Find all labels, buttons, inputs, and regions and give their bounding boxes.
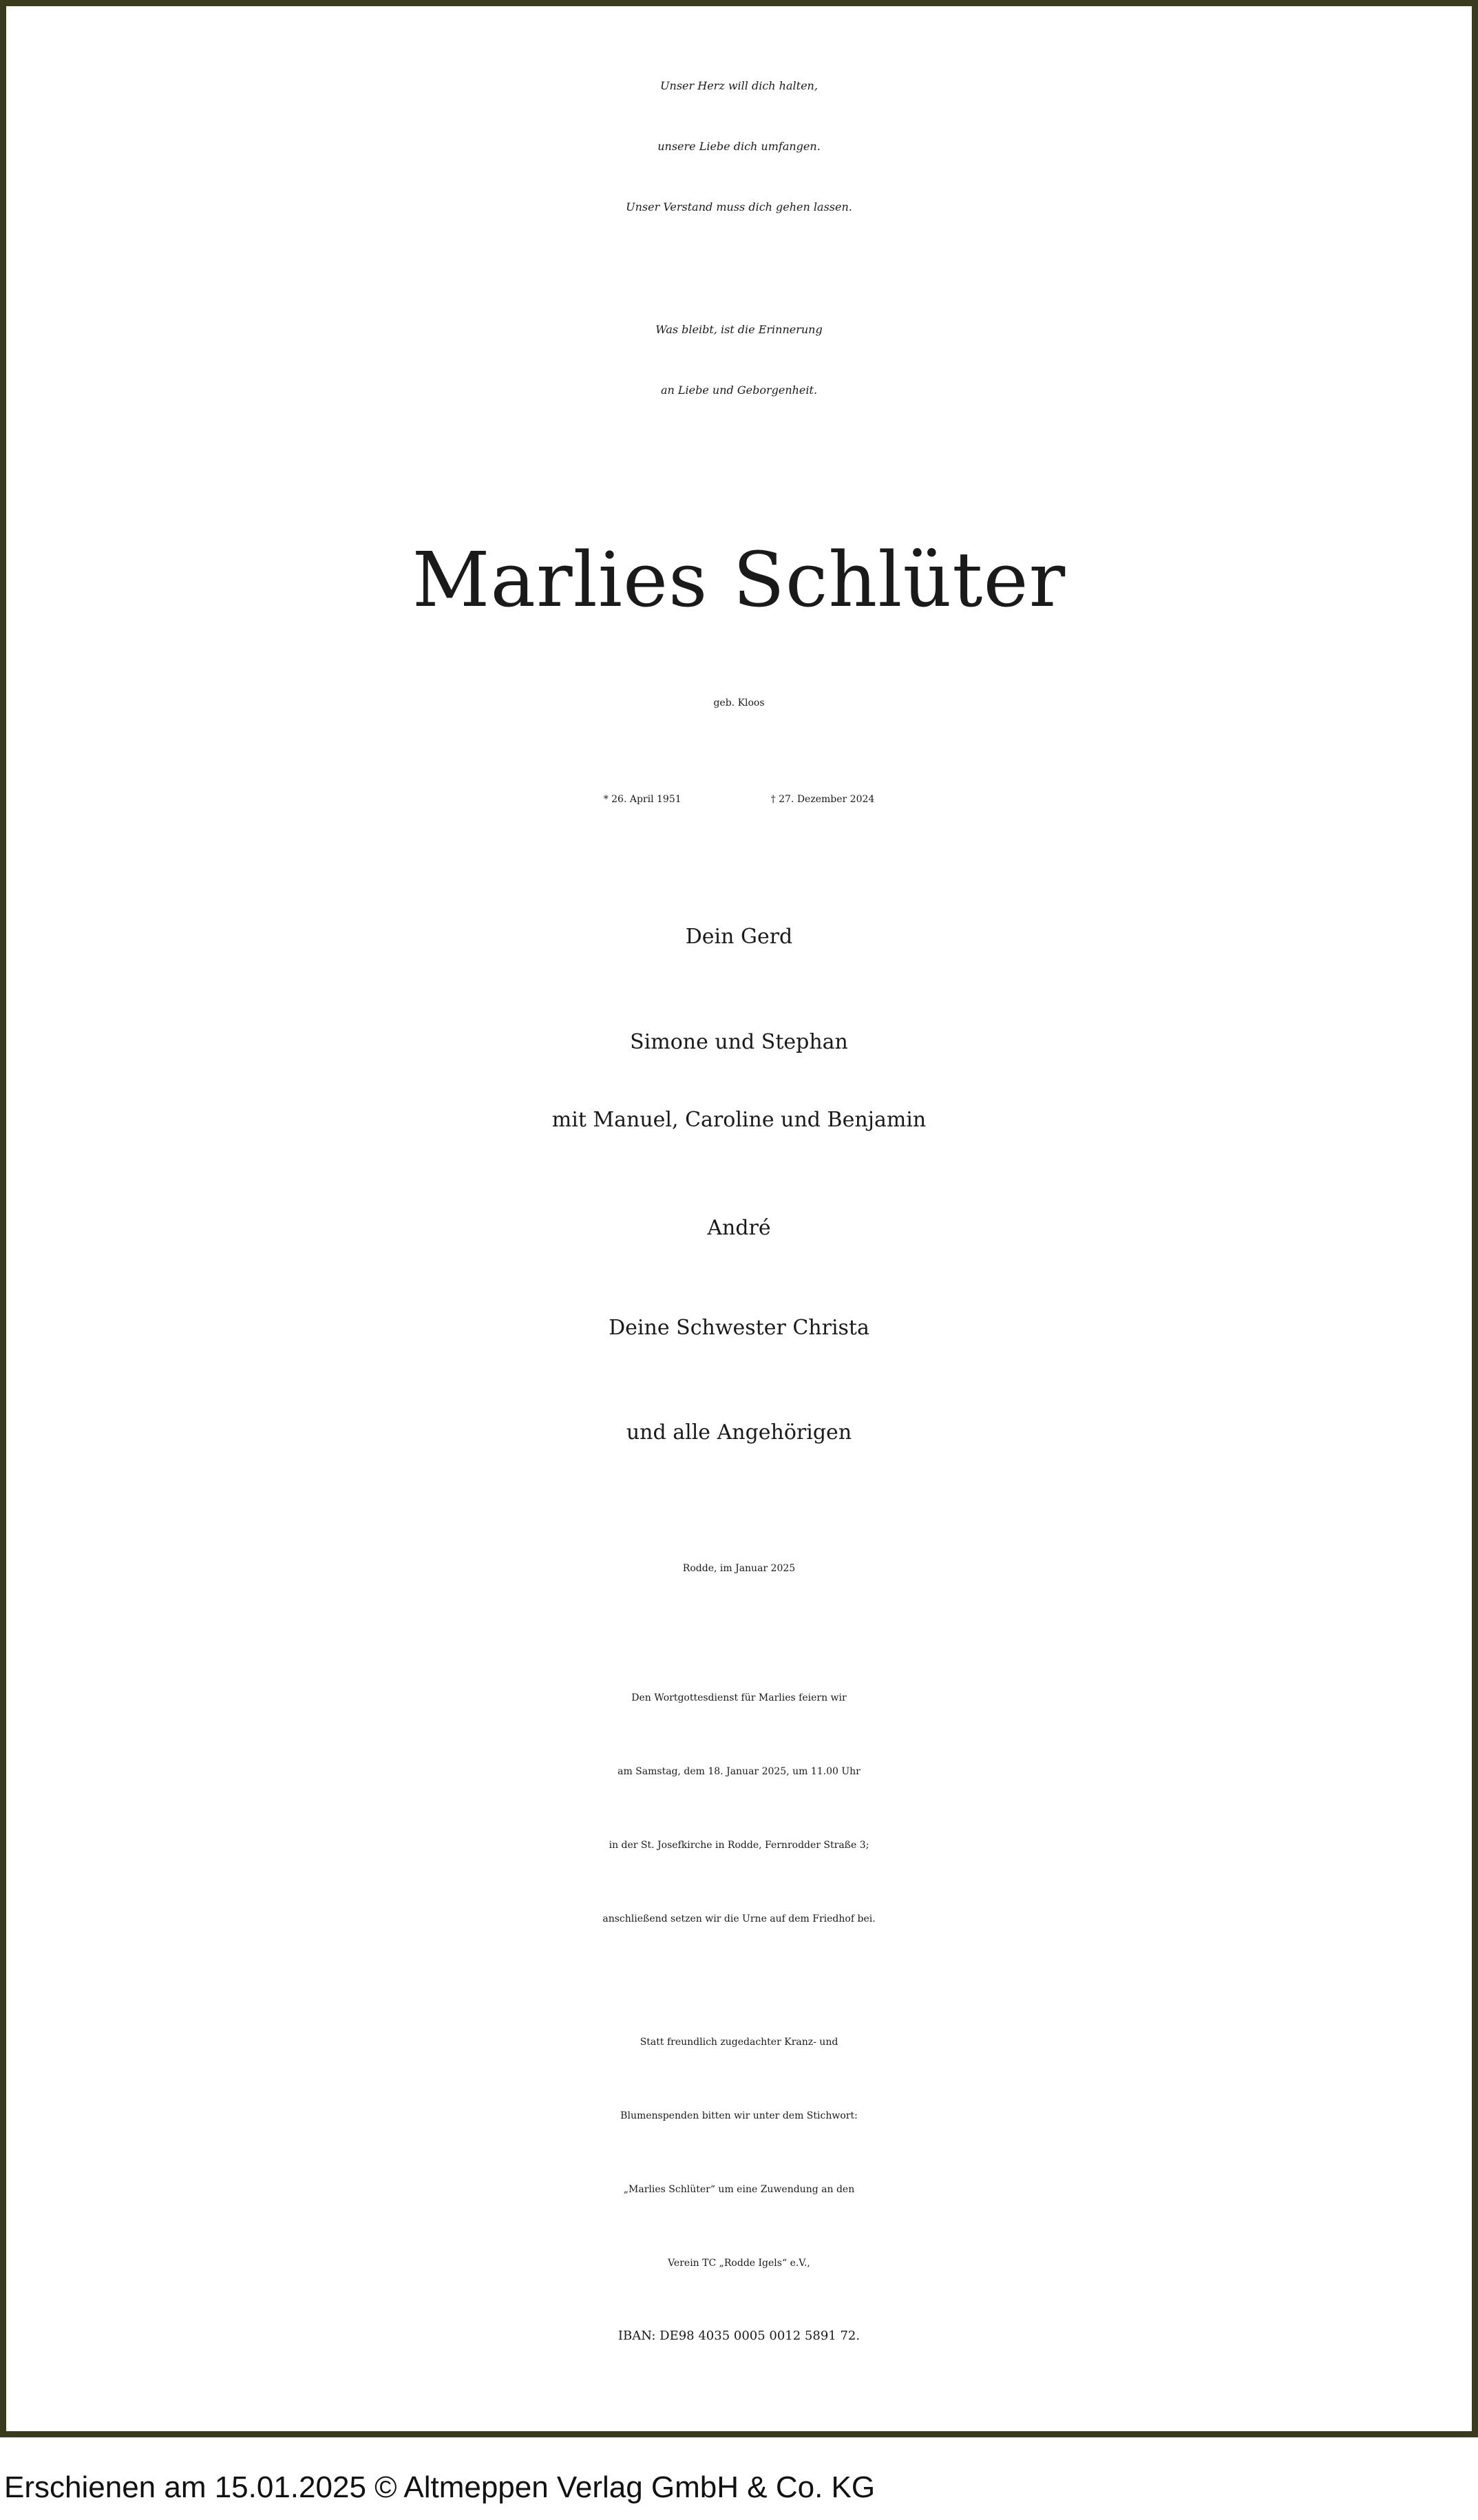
death-date: † 27. Dezember 2024 [770, 794, 875, 805]
mourner: und alle Angehörigen [626, 1420, 852, 1445]
mourner: André [707, 1216, 771, 1240]
poem-line: Unser Verstand muss dich gehen lassen. [626, 200, 852, 213]
service-line: am Samstag, dem 18. Januar 2025, um 11.00 Uhr [617, 1766, 861, 1777]
poem-line: Unser Herz will dich halten, [660, 79, 818, 92]
poem-line: Was bleibt, ist die Erinnerung [655, 323, 823, 336]
publication-footer: Erschienen am 15.01.2025 © Altmeppen Verlag GmbH & Co. KG [4, 2470, 876, 2504]
poem-line: an Liebe und Geborgenheit. [660, 384, 818, 397]
birth-date: * 26. April 1951 [603, 794, 682, 805]
donation-line: Blumenspenden bitten wir unter dem Stichwort: [620, 2110, 858, 2121]
iban-line: IBAN: DE98 4035 0005 0012 5891 72. [617, 2329, 861, 2343]
donation-line: Statt freundlich zugedachter Kranz- und [640, 2037, 838, 2048]
birth-name: geb. Kloos [713, 697, 765, 708]
place-date: Rodde, im Januar 2025 [682, 1563, 796, 1574]
service-line: anschließend setzen wir die Urne auf dem Friedhof bei. [602, 1913, 876, 1924]
donation-line: Verein TC „Rodde Igels“ e.V., [668, 2258, 810, 2269]
mourner: mit Manuel, Caroline und Benjamin [551, 1108, 927, 1132]
deceased-name: Marlies Schlüter [412, 536, 1066, 624]
poem-line: unsere Liebe dich umfangen. [657, 140, 821, 153]
mourner: Deine Schwester Christa [609, 1316, 869, 1340]
mourner: Dein Gerd [685, 925, 793, 949]
service-line: Den Wortgottesdienst für Marlies feiern wir [631, 1692, 847, 1703]
donation-line: „Marlies Schlüter“ um eine Zuwendung an den [623, 2184, 855, 2195]
mourner: Simone und Stephan [630, 1030, 848, 1054]
service-line: in der St. Josefkirche in Rodde, Fernrodder Straße 3; [609, 1840, 869, 1851]
life-dates [12, 795, 1466, 804]
